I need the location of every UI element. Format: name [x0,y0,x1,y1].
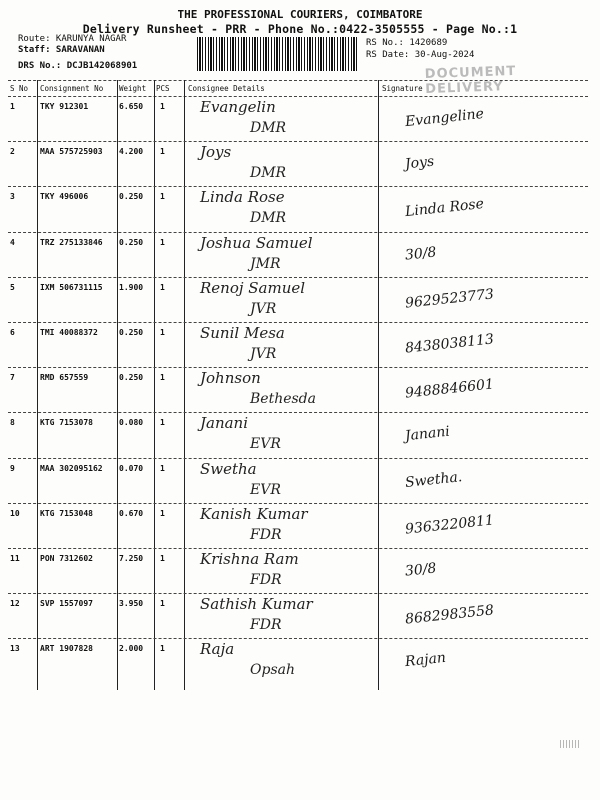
row-weight: 0.250 [119,237,144,247]
row-signature: 30/8 [404,243,438,264]
row-sno: 4 [10,237,15,247]
row-separator [8,277,588,278]
row-signature: Joys [404,153,435,173]
barcode [197,37,357,71]
row-separator [8,367,588,368]
row-signature: 9629523773 [404,286,495,312]
row-sno: 10 [10,508,20,518]
row-sno: 12 [10,599,20,609]
column-header: PCS [156,84,170,93]
staff-label: Staff: SARAVANAN [18,45,105,55]
row-consignee-name: Johnson [200,369,261,388]
row-separator [8,232,588,233]
row-consignee-location: Opsah [250,662,295,679]
column-divider [117,80,118,690]
company-title: THE PROFESSIONAL COURIERS, COIMBATORE [177,8,423,21]
row-separator [8,412,588,413]
row-consignment-no: TKY 912301 [40,102,89,111]
row-pcs: 1 [160,508,165,518]
row-consignee-location: EVR [250,481,281,498]
row-consignment-no: KTG 7153078 [40,418,93,428]
row-consignee-name: Evangelin [200,98,276,116]
header-rule-bottom [8,96,588,97]
row-weight: 7.250 [119,554,144,563]
row-weight: 0.250 [119,192,144,202]
column-divider [37,80,38,690]
row-signature: 8682983558 [404,602,495,628]
row-separator [8,458,588,459]
row-weight: 4.200 [119,147,144,157]
row-pcs: 1 [160,237,165,247]
row-consignment-no: TMI 40088372 [40,328,98,337]
column-divider [184,80,185,690]
row-signature: 9488846601 [404,376,495,402]
row-consignee-location: JVR [250,346,277,362]
column-header: Consignment No [40,84,104,93]
row-weight: 0.080 [119,418,144,428]
row-consignee-name: Renoj Samuel [200,278,306,297]
row-sno: 13 [10,644,20,654]
column-header: Weight [119,84,147,93]
row-weight: 0.250 [119,373,144,383]
header-rule-top [8,80,588,81]
row-weight: 3.950 [119,599,144,609]
runsheet-subtitle: Delivery Runsheet - PRR - Phone No.:0422-3505555 - Page No.:1 [82,22,518,36]
row-consignment-no: IXM 506731115 [40,282,103,292]
row-sno: 2 [10,147,15,157]
row-pcs: 1 [160,554,165,563]
row-signature: Janani [404,424,451,445]
row-consignee-location: DMR [250,210,287,227]
row-sno: 7 [10,373,15,383]
row-consignee-name: Kanish Kumar [200,504,308,523]
row-consignee-name: Joshua Samuel [200,233,313,252]
row-consignee-location: DMR [250,120,287,136]
row-consignee-name: Raja [200,640,235,659]
row-signature: Swetha. [404,468,463,491]
delivery-stamp: DOCUMENT DELIVERY [424,63,517,98]
row-separator [8,141,588,142]
row-signature: 9363220811 [404,512,495,538]
row-consignment-no: SVP 1557097 [40,599,93,609]
row-pcs: 1 [160,192,165,202]
row-consignee-name: Krishna Ram [200,550,299,568]
row-separator [8,322,588,323]
rs-date: RS Date: 30-Aug-2024 [366,50,475,60]
row-consignee-name: Linda Rose [200,188,285,207]
row-sno: 8 [10,418,15,428]
route-label: Route: KARUNYA NAGAR [18,34,127,44]
row-weight: 2.000 [119,644,144,654]
row-signature: Rajan [404,650,447,671]
column-header: Signature [382,84,423,93]
row-sno: 3 [10,192,15,202]
row-sno: 5 [10,282,15,292]
row-consignee-location: FDR [250,526,282,543]
row-consignment-no: PON 7312602 [40,554,93,563]
row-consignee-location: FDR [250,617,282,634]
row-sno: 6 [10,328,15,337]
row-pcs: 1 [160,373,165,383]
row-signature: 30/8 [404,560,438,580]
row-weight: 6.650 [119,102,144,111]
row-consignment-no: TKY 496006 [40,192,89,202]
row-consignment-no: MAA 302095162 [40,463,103,473]
row-pcs: 1 [160,147,165,157]
row-signature: 8438038113 [404,331,495,357]
row-pcs: 1 [160,282,165,292]
column-header: Consignee Details [188,84,265,93]
row-consignee-location: DMR [250,165,287,182]
row-consignment-no: KTG 7153048 [40,508,93,518]
row-consignee-name: Swetha [200,459,257,478]
row-consignee-location: JMR [250,255,281,272]
row-separator [8,548,588,549]
row-sno: 11 [10,554,20,563]
rs-number: RS No.: 1420689 [366,38,448,48]
column-divider [154,80,155,690]
row-consignee-name: Sunil Mesa [200,324,285,342]
row-weight: 0.070 [119,463,144,473]
row-consignee-location: EVR [250,436,281,453]
row-consignee-name: Janani [200,414,249,433]
column-divider [378,80,379,690]
row-consignee-location: JVR [250,300,277,317]
row-pcs: 1 [160,102,165,111]
row-consignment-no: ART 1907828 [40,644,93,654]
row-signature: Linda Rose [404,196,485,221]
row-pcs: 1 [160,599,165,609]
row-separator [8,593,588,594]
row-pcs: 1 [160,328,165,337]
row-weight: 0.670 [119,508,144,518]
row-pcs: 1 [160,418,165,428]
row-separator [8,186,588,187]
drs-number: DRS No.: DCJB142068901 [18,61,138,71]
row-weight: 1.900 [119,282,144,292]
row-separator [8,638,588,639]
row-consignee-location: FDR [250,572,282,588]
row-signature: Evangeline [404,105,485,131]
scan-artifact [560,740,580,748]
row-consignment-no: MAA 575725903 [40,147,103,157]
row-consignee-location: Bethesda [250,391,316,408]
row-sno: 9 [10,463,15,473]
row-consignment-no: RMD 657559 [40,373,89,383]
row-consignee-name: Joys [200,143,232,162]
row-sno: 1 [10,102,15,111]
row-consignment-no: TRZ 275133846 [40,237,103,247]
column-header: S No [10,84,29,93]
row-separator [8,503,588,504]
row-consignee-name: Sathish Kumar [200,595,313,614]
row-weight: 0.250 [119,328,144,337]
row-pcs: 1 [160,463,165,473]
row-pcs: 1 [160,644,165,654]
